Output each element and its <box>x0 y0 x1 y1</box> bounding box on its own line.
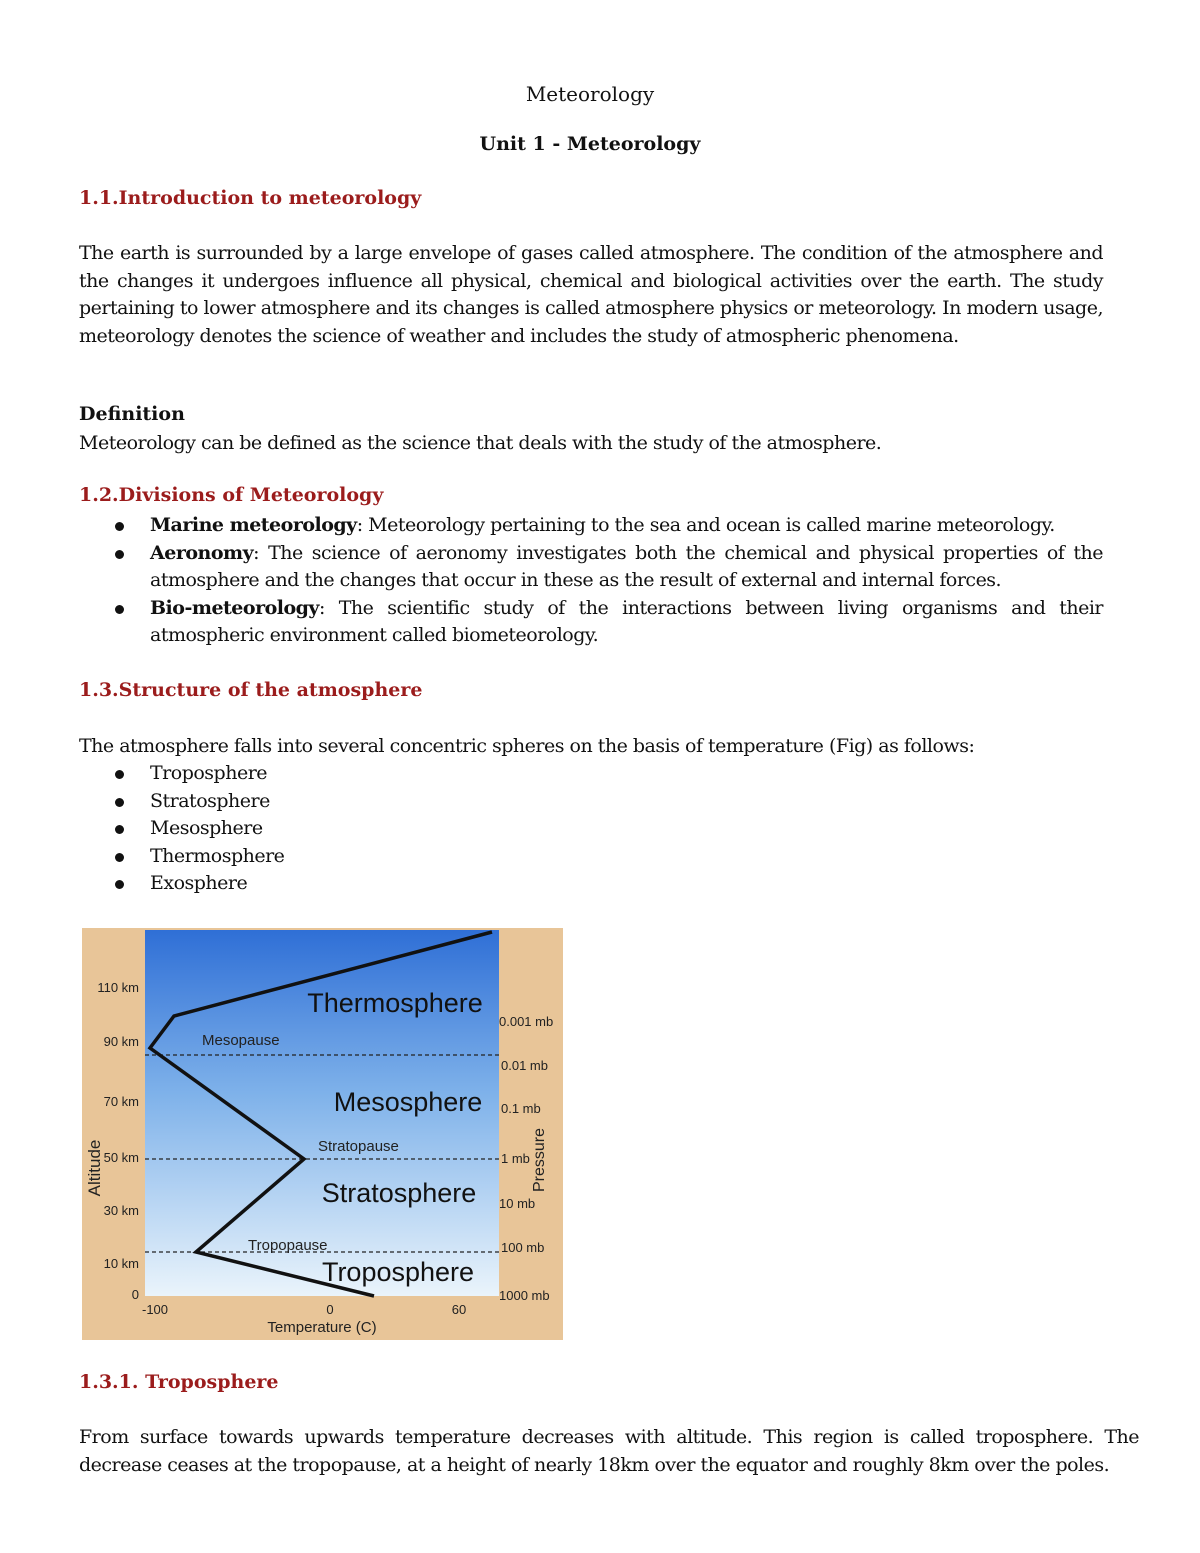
temperature-axis-label: Temperature (C) <box>267 1319 377 1336</box>
divisions-list <box>79 512 1103 650</box>
definition-label: Definition <box>79 403 185 425</box>
section-heading-structure: 1.3.Structure of the atmosphere <box>79 679 423 701</box>
layer-name: Stratosphere <box>150 789 270 812</box>
intro-paragraph: The earth is surrounded by a large envelope of gases called atmosphere. The condition of the atmosphere and the changes it undergoes influence all physical, chemical and biological activities over the earth. The study pertaining to lower atmosphere and its changes is called atmosphere physics or meteorology. In modern usage, meteorology denotes the science of weather and includes the study of atmospheric phenomena. <box>79 242 1103 347</box>
layer-name: Exosphere <box>150 872 248 894</box>
division-description: : The science of aeronomy investigates both the chemical and physical properties of the atmosphere and the changes that occur in these as the result of external and internal forces. <box>150 541 1103 591</box>
zone-label: Stratosphere <box>321 1178 477 1208</box>
bullet-icon <box>115 770 124 779</box>
troposphere-paragraph: From surface towards upwards temperature decreases with altitude. This region is called troposphere. The decrease ceases at the tropopause, at a height of nearly 18km over the equator and roughly 8km over the poles. <box>79 1426 1139 1476</box>
atmosphere-structure-figure <box>82 928 563 1340</box>
list-item <box>79 540 1103 595</box>
bullet-icon <box>115 550 124 559</box>
zone-label: Mesosphere <box>333 1087 483 1117</box>
list-item <box>79 512 1103 540</box>
altitude-tick: 110 km <box>97 980 139 995</box>
boundary-label: Mesopause <box>202 1032 280 1049</box>
document-title: Meteorology <box>525 82 655 106</box>
pressure-tick: 0.1 mb <box>501 1101 541 1116</box>
section-heading-divisions: 1.2.Divisions of Meteorology <box>79 484 384 506</box>
pressure-tick: 100 mb <box>501 1240 545 1255</box>
layer-name: Troposphere <box>150 762 268 784</box>
division-term: Bio-meteorology <box>150 596 319 619</box>
list-item <box>79 870 1103 898</box>
pressure-tick: 0.01 mb <box>501 1058 548 1073</box>
unit-title: Unit 1 - Meteorology <box>479 133 701 155</box>
altitude-tick: 0 <box>131 1287 139 1302</box>
pressure-tick: 0.001 mb <box>499 1014 554 1029</box>
division-term: Aeronomy <box>150 541 254 564</box>
altitude-tick: 50 km <box>103 1150 139 1165</box>
layer-name: Mesosphere <box>150 817 263 839</box>
bullet-icon <box>115 798 124 807</box>
list-item <box>79 815 1103 843</box>
division-description: : Meteorology pertaining to the sea and ocean is called marine meteorology. <box>356 514 1055 536</box>
layers-list <box>79 760 1103 898</box>
altitude-tick: 30 km <box>103 1203 139 1218</box>
temperature-tick: -100 <box>141 1302 169 1317</box>
list-item <box>79 843 1103 871</box>
bullet-icon <box>115 522 124 531</box>
altitude-tick: 90 km <box>103 1034 139 1049</box>
temperature-tick: 60 <box>451 1302 467 1317</box>
definition-text: Meteorology can be defined as the science that deals with the study of the atmosphere. <box>79 432 882 454</box>
structure-intro: The atmosphere falls into several concentric spheres on the basis of temperature (Fig) as follows: <box>79 735 975 757</box>
bullet-icon <box>115 605 124 614</box>
list-item <box>79 788 1103 816</box>
division-term: Marine meteorology <box>150 514 357 536</box>
pressure-tick: 10 mb <box>499 1196 536 1211</box>
list-item <box>79 595 1103 650</box>
bullet-icon <box>115 853 124 862</box>
altitude-axis-label: Altitude <box>85 1139 104 1197</box>
altitude-tick: 10 km <box>103 1256 139 1271</box>
pressure-tick: 1000 mb <box>499 1288 550 1303</box>
boundary-label: Stratopause <box>318 1138 399 1155</box>
altitude-tick: 70 km <box>103 1094 139 1109</box>
section-heading-intro: 1.1.Introduction to meteorology <box>79 187 422 209</box>
bullet-icon <box>115 880 124 889</box>
bullet-icon <box>115 825 124 834</box>
pressure-axis-label: Pressure <box>531 1127 548 1193</box>
layer-name: Thermosphere <box>150 844 285 867</box>
zone-label: Thermosphere <box>307 988 483 1018</box>
temperature-tick: 0 <box>326 1302 334 1317</box>
boundary-label: Tropopause <box>248 1237 328 1254</box>
pressure-tick: 1 mb <box>501 1151 530 1166</box>
zone-label: Troposphere <box>321 1257 475 1287</box>
division-description: : The scientific study of the interactions between living organisms and their atmospheric environment called biometeorology. <box>150 596 1103 646</box>
list-item <box>79 760 1103 788</box>
section-heading-troposphere: 1.3.1. Troposphere <box>79 1371 279 1393</box>
